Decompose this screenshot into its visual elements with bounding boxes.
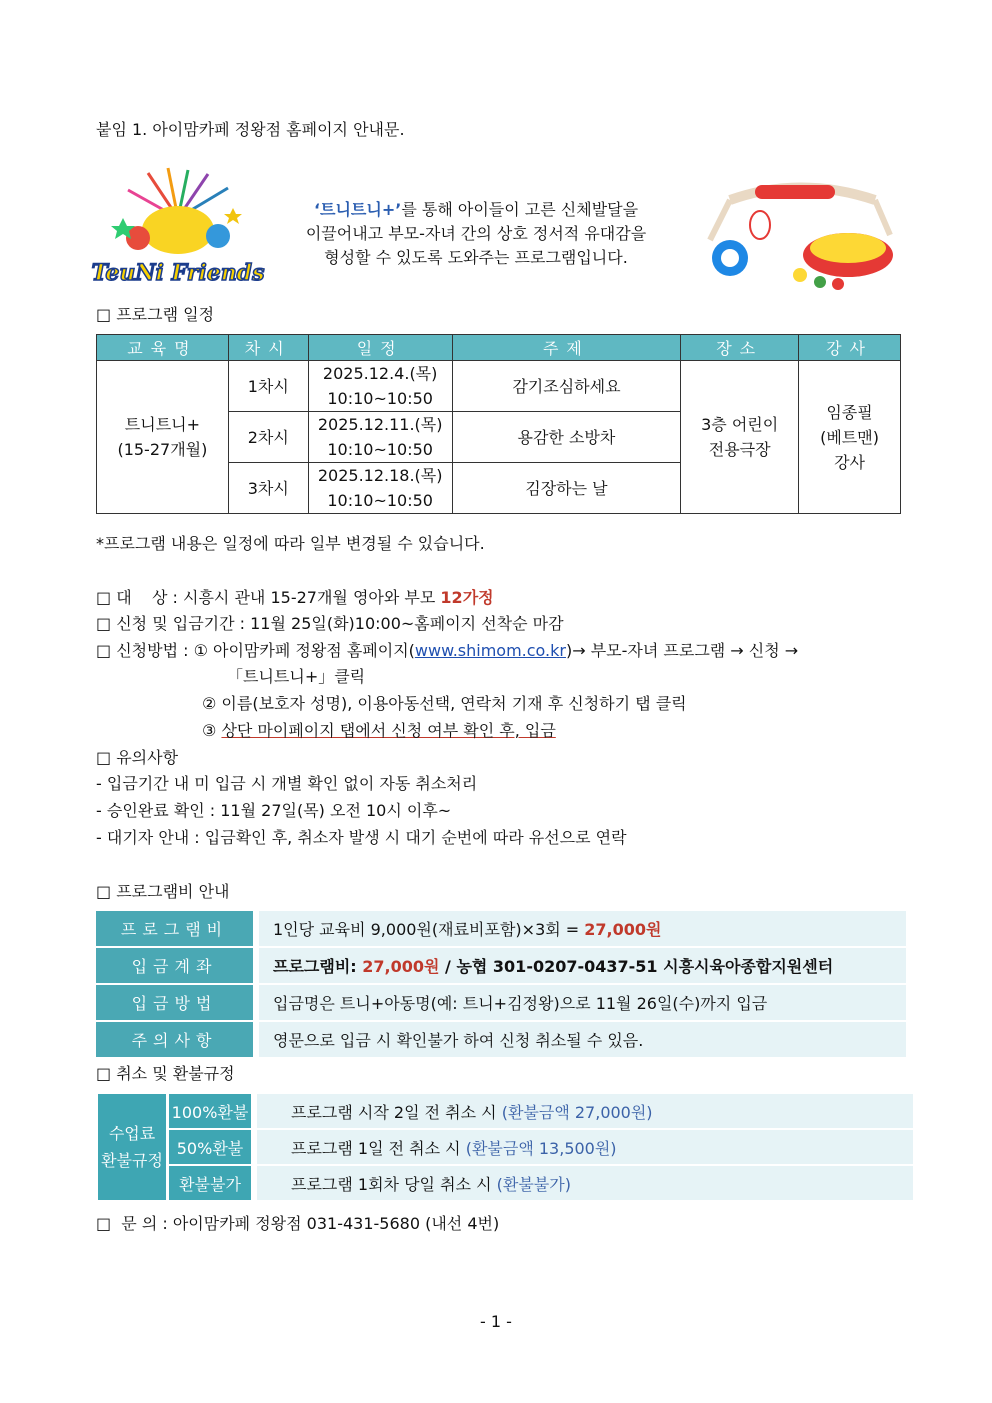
notice-item: - 대기자 안내 : 입금확인 후, 취소자 발생 시 대기 순번에 따라 유선으로 연락 bbox=[96, 828, 627, 847]
header-schedule: 일정 bbox=[308, 335, 452, 361]
apply-method-2: ② 이름(보호자 성명), 이용아동선택, 연락처 기재 후 신청하기 탭 클릭 bbox=[202, 694, 687, 713]
session-topic: 용감한 소방차 bbox=[452, 412, 681, 463]
fee-text: 1인당 교육비 9,000원(재료비포함)×3회 = bbox=[273, 920, 585, 939]
refund-key bbox=[98, 1094, 166, 1200]
place-cell bbox=[681, 361, 799, 514]
teacher-cell bbox=[799, 361, 901, 514]
logo-text: TeuNi Friends bbox=[91, 260, 265, 286]
homepage-link[interactable]: www.shimom.co.kr bbox=[414, 641, 566, 660]
refund-section-title: □ 취소 및 환불규정 bbox=[96, 1064, 235, 1083]
session-time: 10:10~10:50 bbox=[327, 389, 433, 408]
session-no: 2차시 bbox=[228, 412, 308, 463]
session-date: 2025.12.18.(목) bbox=[317, 466, 443, 485]
caution-value: 영문으로 입금 시 확인불가 하여 신청 취소될 수 있음. bbox=[259, 1022, 906, 1057]
place-line-2: 전용극장 bbox=[708, 440, 771, 459]
refund-pct: 50%환불 bbox=[166, 1130, 251, 1164]
target-text: □ 대 상 : 시흥시 관내 15-27개월 영아와 부모 bbox=[96, 588, 441, 607]
program-name: 트니트니+ bbox=[124, 415, 201, 434]
schedule-section-title: □ 프로그램 일정 bbox=[96, 305, 215, 324]
header-session: 차시 bbox=[228, 335, 308, 361]
target-line bbox=[96, 585, 494, 608]
table-row bbox=[98, 1130, 913, 1164]
refund-text: 프로그램 1일 전 취소 시 bbox=[291, 1138, 466, 1158]
baby-gym-toy-image bbox=[700, 180, 900, 290]
schedule-header-row bbox=[97, 335, 901, 361]
account-number: / 농협 301-0207-0437-51 시흥시육아종합지원센터 bbox=[439, 957, 834, 976]
session-datetime bbox=[308, 412, 452, 463]
target-count: 12가정 bbox=[440, 588, 494, 607]
session-date: 2025.12.4.(목) bbox=[322, 364, 438, 383]
header-teacher: 강사 bbox=[799, 335, 901, 361]
deposit-method-value: 입금명은 트니+아동명(예: 트니+김정왕)으로 11월 26일(수)까지 입금 bbox=[259, 985, 906, 1020]
table-row bbox=[96, 911, 906, 946]
session-datetime bbox=[308, 463, 452, 514]
session-no: 1차시 bbox=[228, 361, 308, 412]
header-topic: 주제 bbox=[452, 335, 681, 361]
program-name-cell bbox=[97, 361, 229, 514]
deposit-method-label: 입금방법 bbox=[96, 985, 253, 1020]
table-row bbox=[96, 1022, 906, 1057]
header-place: 장소 bbox=[681, 335, 799, 361]
refund-rule bbox=[251, 1130, 913, 1164]
session-date: 2025.12.11.(목) bbox=[317, 415, 443, 434]
session-topic: 감기조심하세요 bbox=[452, 361, 681, 412]
schedule-note: *프로그램 내용은 일정에 따라 일부 변경될 수 있습니다. bbox=[96, 534, 485, 553]
refund-text: 프로그램 1회차 당일 취소 시 bbox=[291, 1174, 497, 1194]
fee-section-title: □ 프로그램비 안내 bbox=[96, 882, 230, 901]
apply-method-3 bbox=[202, 718, 556, 741]
account-amount: 27,000원 bbox=[362, 957, 440, 976]
teacher-name: 임종필 bbox=[826, 402, 873, 422]
intro-line-1: 를 통해 아이들이 고른 신체발달을 bbox=[401, 200, 639, 219]
notice-title: □ 유의사항 bbox=[96, 748, 179, 767]
document-title: 붙임 1. 아이맘카페 정왕점 홈페이지 안내문. bbox=[96, 120, 405, 139]
teacher-title: 강사 bbox=[834, 452, 865, 472]
fee-value bbox=[259, 911, 906, 946]
account-label: 입금계좌 bbox=[96, 948, 253, 983]
apply-period: □ 신청 및 입금기간 : 11월 25일(화)10:00~홈페이지 선착순 마감 bbox=[96, 614, 564, 633]
refund-amount: (환불금액 27,000원) bbox=[501, 1102, 653, 1122]
session-datetime bbox=[308, 361, 452, 412]
fee-table bbox=[96, 909, 906, 1059]
header-program: 교육명 bbox=[97, 335, 229, 361]
session-time: 10:10~10:50 bbox=[327, 491, 433, 510]
session-time: 10:10~10:50 bbox=[327, 440, 433, 459]
schedule-table bbox=[96, 334, 901, 514]
apply-method-1 bbox=[96, 638, 798, 661]
notice-item: - 입금기간 내 미 입금 시 개별 확인 없이 자동 취소처리 bbox=[96, 774, 478, 793]
apply-method-1-cont: 「트니트니+」클릭 bbox=[227, 667, 366, 686]
intro-brand: ‘트니트니+’ bbox=[313, 200, 402, 219]
table-row bbox=[98, 1166, 913, 1200]
refund-rule bbox=[251, 1094, 913, 1128]
table-row bbox=[97, 361, 901, 412]
intro-line-3: 형성할 수 있도록 도와주는 프로그램입니다. bbox=[324, 248, 628, 267]
account-prefix: 프로그램비: bbox=[273, 957, 363, 976]
fee-label: 프로그램비 bbox=[96, 911, 253, 946]
place-line-1: 3층 어린이 bbox=[701, 415, 779, 434]
account-value bbox=[259, 948, 906, 983]
refund-rule bbox=[251, 1166, 913, 1200]
method-text: □ 신청방법 : ① 아이맘카페 정왕점 홈페이지( bbox=[96, 641, 415, 660]
fee-total: 27,000원 bbox=[584, 920, 662, 939]
teacher-nickname: (베트맨) bbox=[820, 427, 879, 447]
contact-line: □ 문 의 : 아이맘카페 정왕점 031-431-5680 (내선 4번) bbox=[96, 1214, 500, 1233]
table-row bbox=[98, 1094, 913, 1128]
refund-table bbox=[98, 1092, 913, 1202]
table-row bbox=[96, 948, 906, 983]
page-number: - 1 - bbox=[480, 1312, 512, 1331]
table-row bbox=[96, 985, 906, 1020]
refund-amount: (환불금액 13,500원) bbox=[465, 1138, 617, 1158]
refund-pct: 환불불가 bbox=[166, 1166, 251, 1200]
caution-label: 주의사항 bbox=[96, 1022, 253, 1057]
method-3-text: 상단 마이페이지 탭에서 신청 여부 확인 후, 입금 bbox=[221, 721, 556, 740]
refund-text: 프로그램 시작 2일 전 취소 시 bbox=[291, 1102, 502, 1122]
refund-pct: 100%환불 bbox=[166, 1094, 251, 1128]
session-topic: 김장하는 날 bbox=[452, 463, 681, 514]
refund-amount: (환불불가) bbox=[496, 1174, 571, 1194]
method-path: )→ 부모-자녀 프로그램 → 신청 → bbox=[565, 641, 799, 660]
session-no: 3차시 bbox=[228, 463, 308, 514]
notice-item: - 승인완료 확인 : 11월 27일(목) 오전 10시 이후~ bbox=[96, 801, 452, 820]
refund-key-line-1: 수업료 bbox=[108, 1124, 156, 1143]
program-intro bbox=[270, 198, 682, 270]
intro-line-2: 이끌어내고 부모-자녀 간의 상호 정서적 유대감을 bbox=[305, 224, 647, 243]
teuni-friends-logo bbox=[91, 168, 265, 288]
refund-key-line-2: 환불규정 bbox=[101, 1151, 163, 1170]
program-age: (15-27개월) bbox=[117, 440, 208, 459]
method-3-num: ③ bbox=[202, 721, 222, 740]
